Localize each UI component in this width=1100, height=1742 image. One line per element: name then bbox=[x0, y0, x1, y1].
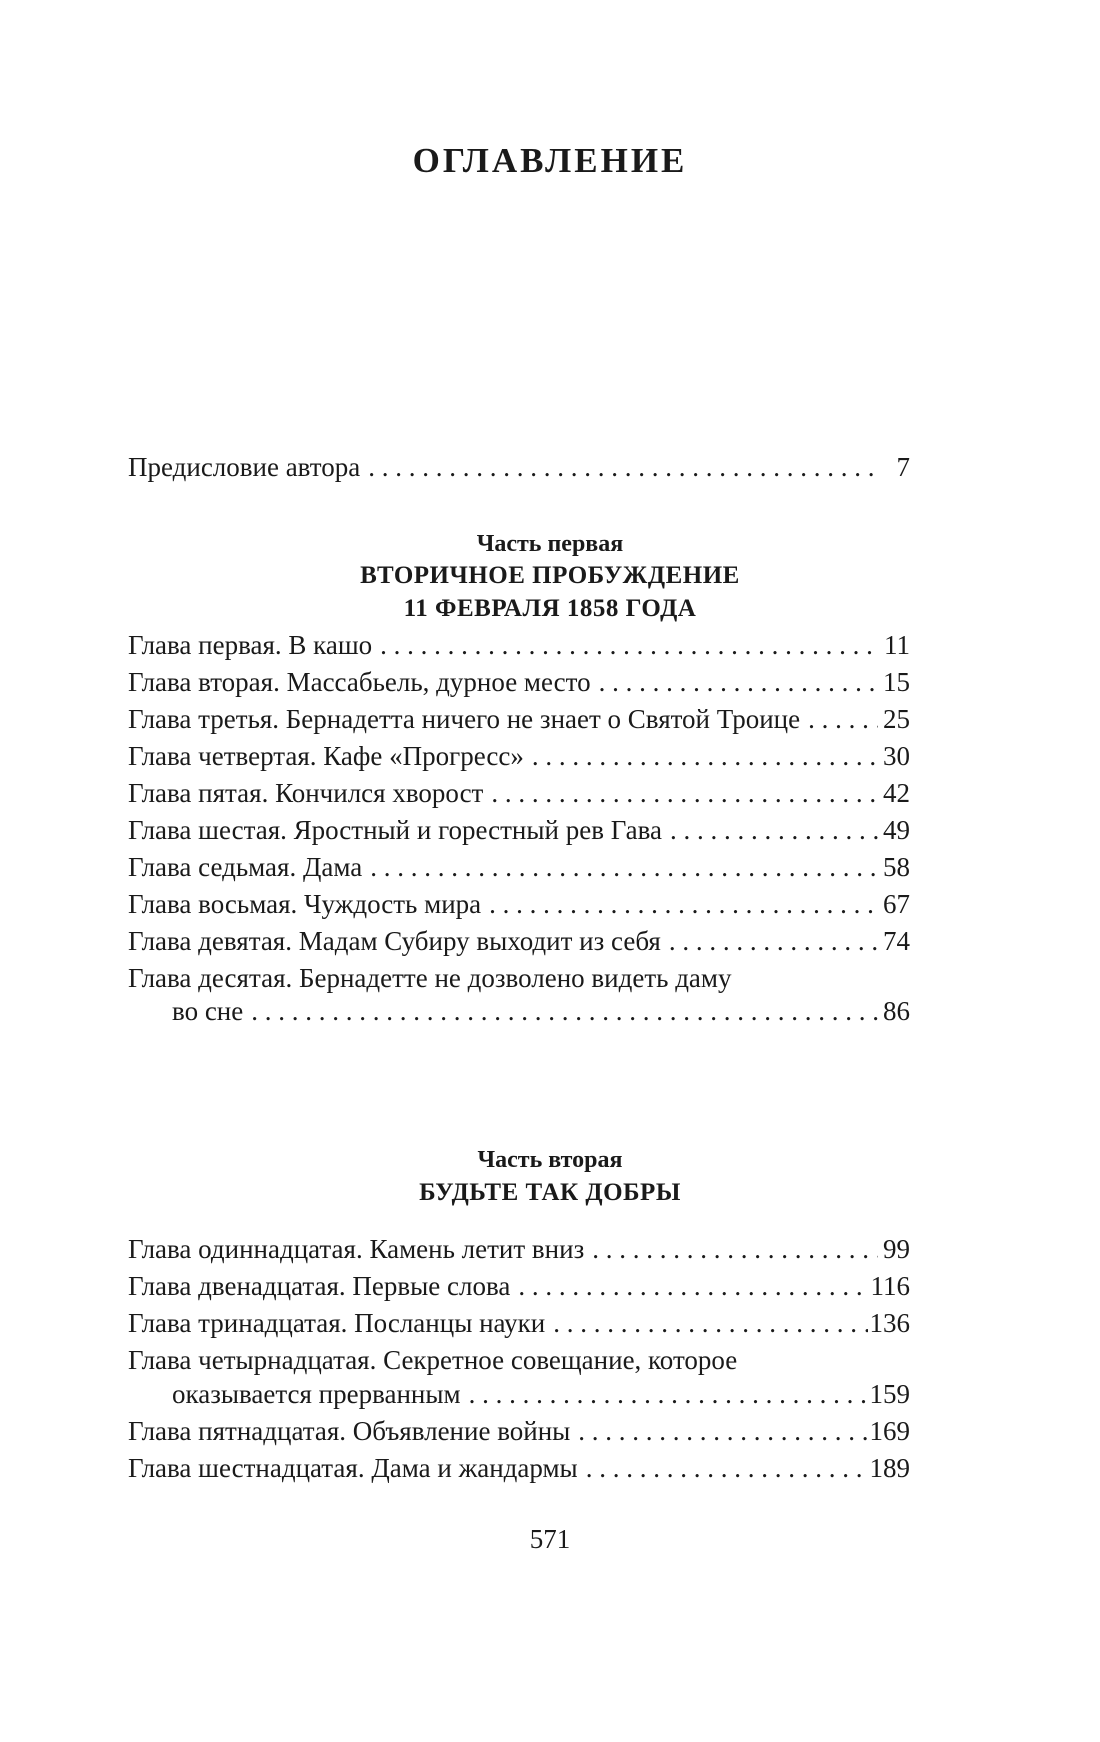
toc-entry bbox=[128, 1231, 910, 1267]
dot-leader bbox=[578, 1413, 867, 1449]
dot-leader bbox=[532, 738, 878, 774]
page-number: 15 bbox=[883, 667, 910, 697]
toc-entry bbox=[128, 1450, 910, 1486]
toc-entry bbox=[128, 1268, 910, 1304]
dot-leader bbox=[599, 664, 878, 700]
dot-leader bbox=[518, 1268, 868, 1304]
page-number: 136 bbox=[869, 1308, 910, 1338]
page-number: 11 bbox=[884, 630, 910, 660]
dot-leader bbox=[669, 923, 878, 959]
dot-leader bbox=[808, 701, 878, 737]
toc-entry bbox=[128, 627, 910, 663]
part-label: Часть вторая bbox=[477, 1147, 623, 1173]
part-label: Часть первая bbox=[476, 531, 624, 557]
entry-title: Глава пятнадцатая. Объявление войны bbox=[128, 1416, 571, 1446]
entry-title: Глава девятая. Мадам Субиру выходит из себя bbox=[128, 926, 661, 956]
page-number: 169 bbox=[869, 1416, 910, 1446]
toc-entry-continuation bbox=[172, 1376, 910, 1412]
toc-entry-first-line: Глава десятая. Бернадетте не дозволено видеть даму bbox=[128, 963, 732, 993]
part-title-line: ВТОРИЧНОЕ ПРОБУЖДЕНИЕ bbox=[360, 562, 740, 589]
toc-entry bbox=[128, 1413, 910, 1449]
page-number: 116 bbox=[870, 1271, 910, 1301]
page-number: 30 bbox=[883, 741, 910, 771]
entry-title: Глава седьмая. Дама bbox=[128, 852, 363, 882]
toc-entry bbox=[128, 886, 910, 922]
page-number: 7 bbox=[896, 452, 910, 482]
entry-title: Глава третья. Бернадетта ничего не знает о Святой Троице bbox=[128, 704, 801, 734]
toc-entry bbox=[128, 775, 910, 811]
dot-leader bbox=[586, 1450, 868, 1486]
dot-leader bbox=[489, 886, 878, 922]
page-number: 49 bbox=[883, 815, 910, 845]
entry-title: Глава вторая. Массабьель, дурное место bbox=[128, 667, 591, 697]
dot-leader bbox=[380, 627, 878, 663]
toc-entry-first-line: Глава четырнадцатая. Секретное совещание, которое bbox=[128, 1345, 738, 1375]
dot-leader bbox=[370, 849, 878, 885]
entry-title-continuation: оказывается прерванным bbox=[172, 1379, 461, 1409]
page-number: 159 bbox=[869, 1379, 910, 1409]
toc-entry-preface bbox=[128, 449, 910, 485]
page-number: 58 bbox=[883, 852, 910, 882]
dot-leader bbox=[251, 993, 878, 1029]
toc-entry bbox=[128, 923, 910, 959]
page-number: 86 bbox=[883, 996, 910, 1026]
toc-entry bbox=[128, 849, 910, 885]
dot-leader bbox=[469, 1376, 868, 1412]
part-title-line: 11 ФЕВРАЛЯ 1858 ГОДА bbox=[403, 595, 697, 622]
toc-entry bbox=[128, 812, 910, 848]
page-title: ОГЛАВЛЕНИЕ bbox=[412, 141, 688, 180]
entry-title: Глава пятая. Кончился хворост bbox=[128, 778, 484, 808]
entry-title: Предисловие автора bbox=[128, 452, 361, 482]
dot-leader bbox=[368, 449, 878, 485]
entry-title: Глава шестая. Яростный и горестный рев Гава bbox=[128, 815, 662, 845]
toc-entry bbox=[128, 738, 910, 774]
entry-title: Глава двенадцатая. Первые слова bbox=[128, 1271, 511, 1301]
page-number: 189 bbox=[869, 1453, 910, 1483]
dot-leader bbox=[491, 775, 878, 811]
page-number: 67 bbox=[883, 889, 910, 919]
page-number: 74 bbox=[883, 926, 910, 956]
page-folio: 571 bbox=[529, 1524, 571, 1554]
entry-title: Глава восьмая. Чуждость мира bbox=[128, 889, 482, 919]
dot-leader bbox=[670, 812, 878, 848]
page-number: 99 bbox=[883, 1234, 910, 1264]
toc-entry-continuation bbox=[172, 993, 910, 1029]
entry-title: Глава первая. В кашо bbox=[128, 630, 373, 660]
page-number: 42 bbox=[883, 778, 910, 808]
entry-title-continuation: во сне bbox=[172, 996, 244, 1026]
dot-leader bbox=[592, 1231, 878, 1267]
toc-entry bbox=[128, 664, 910, 700]
entry-title: Глава одиннадцатая. Камень летит вниз bbox=[128, 1234, 585, 1264]
page-number: 25 bbox=[883, 704, 910, 734]
entry-title: Глава шестнадцатая. Дама и жандармы bbox=[128, 1453, 578, 1483]
toc-entry bbox=[128, 1305, 910, 1341]
dot-leader bbox=[553, 1305, 867, 1341]
toc-entry bbox=[128, 701, 910, 737]
part-title-line: БУДЬТЕ ТАК ДОБРЫ bbox=[419, 1179, 681, 1206]
entry-title: Глава четвертая. Кафе «Прогресс» bbox=[128, 741, 524, 771]
entry-title: Глава тринадцатая. Посланцы науки bbox=[128, 1308, 546, 1338]
